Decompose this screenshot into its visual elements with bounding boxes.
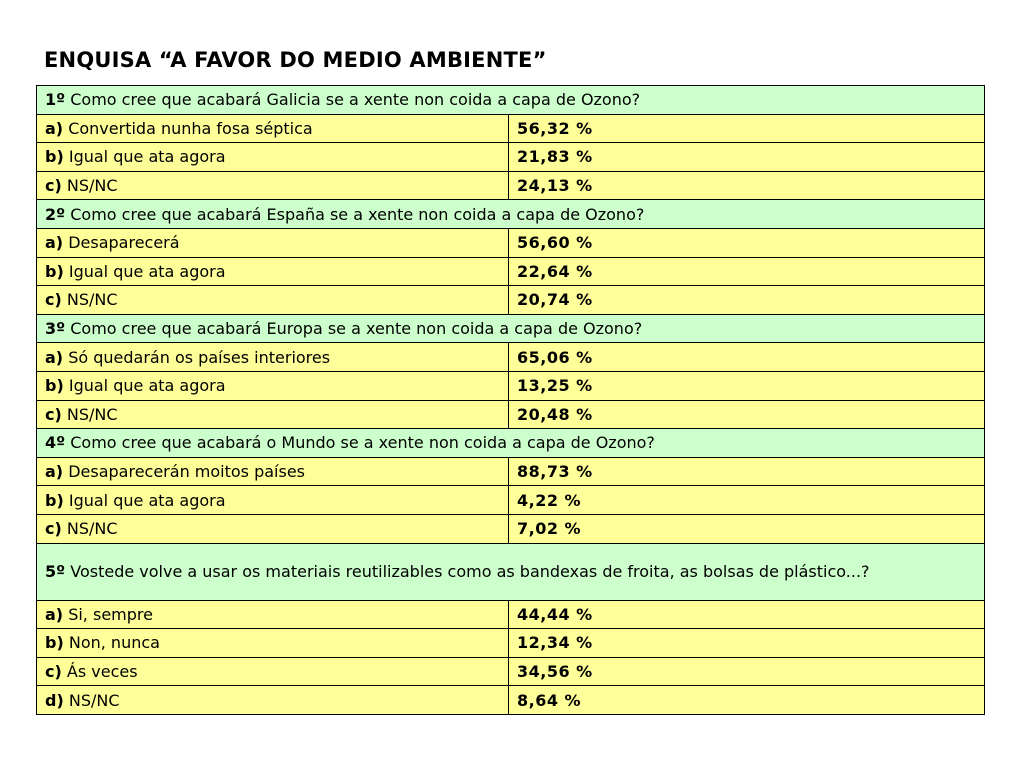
answer-row: [37, 171, 985, 200]
answer-percentage: 34,56 %: [509, 657, 985, 686]
answer-row: [37, 257, 985, 286]
answer-cell: [37, 400, 509, 429]
answer-cell: [37, 143, 509, 172]
answer-cell: [37, 486, 509, 515]
answer-text: NS/NC: [68, 690, 120, 710]
answer-letter: a): [45, 604, 64, 624]
answer-text: Igual que ata agora: [68, 147, 226, 167]
question-cell: [37, 200, 985, 229]
answer-text: Ás veces: [66, 661, 138, 681]
question-row-4: [37, 429, 985, 458]
answer-row: [37, 228, 985, 257]
answer-letter: b): [45, 376, 64, 396]
question-text: Como cree que acabará Europa se a xente non coida a capa de Ozono?: [70, 319, 643, 339]
answer-cell: [37, 228, 509, 257]
answer-cell: [37, 457, 509, 486]
answer-text: Desaparecerá: [68, 233, 180, 253]
answer-cell: [37, 371, 509, 400]
answer-letter: b): [45, 147, 64, 167]
answer-cell: [37, 257, 509, 286]
answer-percentage: 8,64 %: [509, 686, 985, 715]
answer-row: [37, 400, 985, 429]
answer-row: [37, 514, 985, 543]
answer-text: Igual que ata agora: [68, 490, 226, 510]
answer-letter: b): [45, 261, 64, 281]
answer-percentage: 88,73 %: [509, 457, 985, 486]
question-row-5: [37, 543, 985, 600]
question-number: 2º: [45, 204, 66, 224]
answer-percentage: 12,34 %: [509, 629, 985, 658]
answer-text: Si, sempre: [68, 604, 153, 624]
answer-letter: b): [45, 490, 64, 510]
answer-letter: b): [45, 633, 64, 653]
answer-letter: c): [45, 176, 62, 196]
answer-row: [37, 629, 985, 658]
answer-cell: [37, 629, 509, 658]
question-number: 5º: [45, 561, 66, 581]
answer-text: Igual que ata agora: [68, 261, 226, 281]
answer-percentage: 65,06 %: [509, 343, 985, 372]
answer-row: [37, 686, 985, 715]
answer-letter: a): [45, 462, 64, 482]
answer-letter: d): [45, 690, 64, 710]
answer-row: [37, 343, 985, 372]
answer-percentage: 4,22 %: [509, 486, 985, 515]
answer-cell: [37, 657, 509, 686]
page-title: ENQUISA “A FAVOR DO MEDIO AMBIENTE”: [44, 48, 547, 72]
answer-percentage: 20,74 %: [509, 286, 985, 315]
answer-cell: [37, 686, 509, 715]
answer-letter: c): [45, 290, 62, 310]
answer-text: Igual que ata agora: [68, 376, 226, 396]
question-cell: [37, 86, 985, 115]
answer-letter: a): [45, 233, 64, 253]
question-text: Como cree que acabará España se a xente non coida a capa de Ozono?: [70, 204, 645, 224]
question-text: Como cree que acabará Galicia se a xente non coida a capa de Ozono?: [70, 90, 641, 110]
answer-text: Convertida nunha fosa séptica: [68, 118, 313, 138]
answer-text: NS/NC: [66, 404, 118, 424]
answer-cell: [37, 514, 509, 543]
answer-percentage: 56,32 %: [509, 114, 985, 143]
answer-letter: a): [45, 118, 64, 138]
question-cell: [37, 543, 985, 600]
question-row-1: [37, 86, 985, 115]
answer-percentage: 7,02 %: [509, 514, 985, 543]
answer-letter: c): [45, 519, 62, 539]
question-text: Vostede volve a usar os materiais reutilizables como as bandexas de froita, as bolsas de plástico...?: [70, 561, 870, 581]
question-cell: [37, 314, 985, 343]
question-row-2: [37, 200, 985, 229]
answer-percentage: 44,44 %: [509, 600, 985, 629]
answer-letter: c): [45, 404, 62, 424]
answer-text: NS/NC: [66, 519, 118, 539]
answer-cell: [37, 343, 509, 372]
answer-row: [37, 371, 985, 400]
answer-text: Desaparecerán moitos países: [68, 462, 306, 482]
answer-percentage: 24,13 %: [509, 171, 985, 200]
question-text: Como cree que acabará o Mundo se a xente non coida a capa de Ozono?: [70, 433, 655, 453]
answer-percentage: 22,64 %: [509, 257, 985, 286]
answer-row: [37, 114, 985, 143]
answer-text: Non, nunca: [68, 633, 160, 653]
answer-percentage: 13,25 %: [509, 371, 985, 400]
answer-percentage: 56,60 %: [509, 228, 985, 257]
answer-row: [37, 657, 985, 686]
answer-percentage: 20,48 %: [509, 400, 985, 429]
answer-row: [37, 486, 985, 515]
answer-letter: c): [45, 661, 62, 681]
survey-table: [36, 85, 985, 715]
answer-text: NS/NC: [66, 176, 118, 196]
answer-text: Só quedarán os países interiores: [68, 347, 331, 367]
question-number: 1º: [45, 90, 66, 110]
question-cell: [37, 429, 985, 458]
answer-text: NS/NC: [66, 290, 118, 310]
answer-letter: a): [45, 347, 64, 367]
answer-row: [37, 286, 985, 315]
answer-cell: [37, 171, 509, 200]
question-row-3: [37, 314, 985, 343]
answer-cell: [37, 286, 509, 315]
answer-row: [37, 143, 985, 172]
question-number: 3º: [45, 319, 66, 339]
answer-row: [37, 600, 985, 629]
answer-percentage: 21,83 %: [509, 143, 985, 172]
question-number: 4º: [45, 433, 66, 453]
answer-cell: [37, 114, 509, 143]
answer-row: [37, 457, 985, 486]
answer-cell: [37, 600, 509, 629]
